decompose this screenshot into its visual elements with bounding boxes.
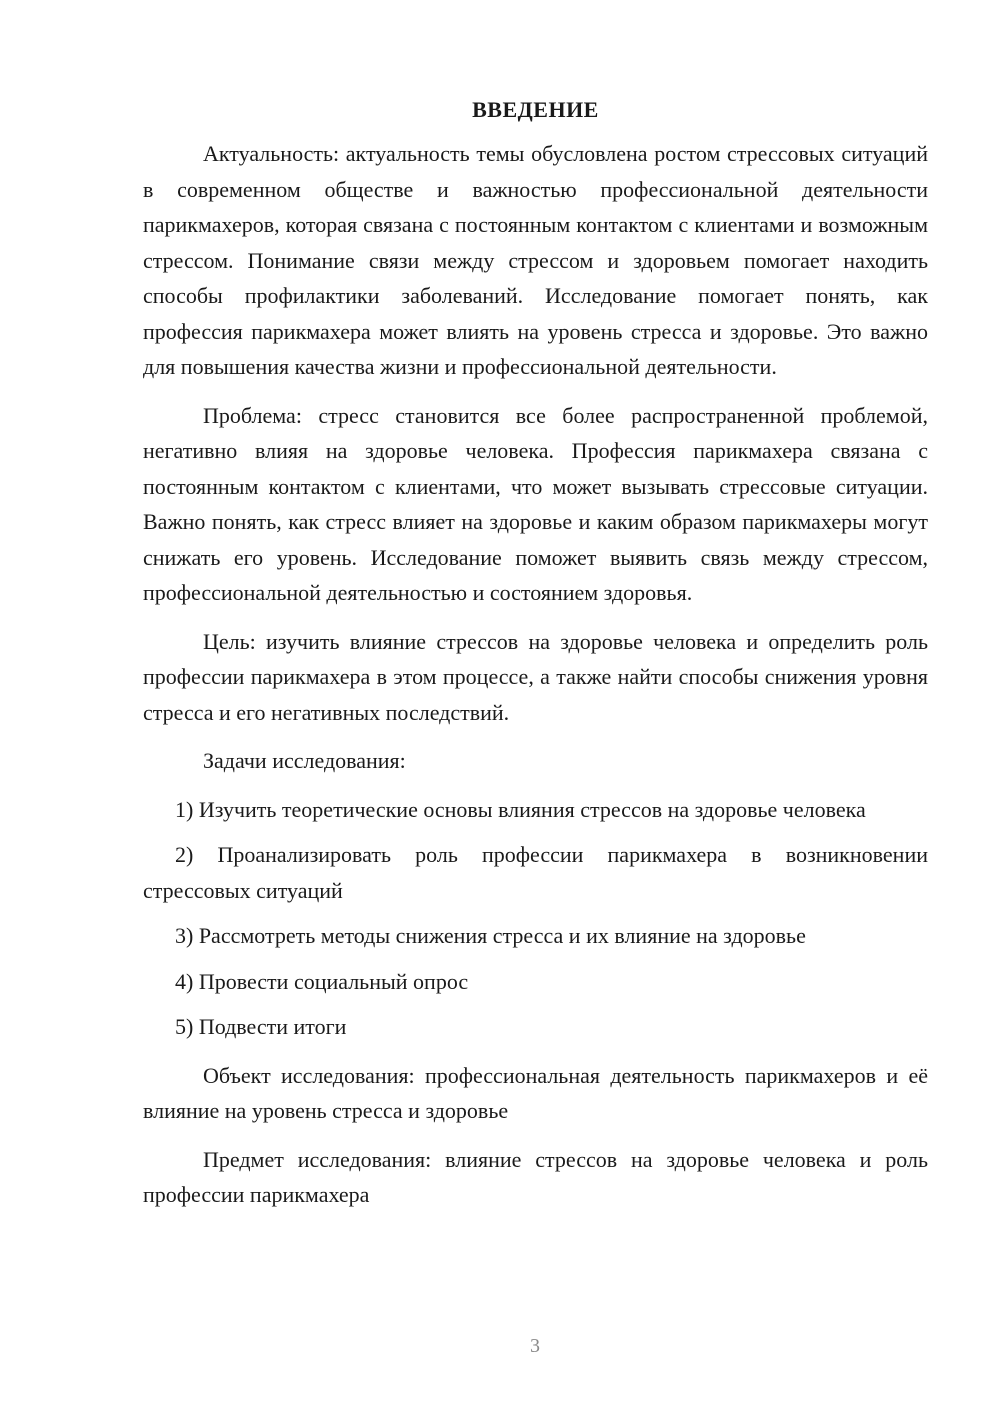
page-title: ВВЕДЕНИЕ [472, 97, 599, 122]
paragraph-subject: Предмет исследования: влияние стрессов на здоровье человека и роль профессии парикмахера [143, 1146, 928, 1207]
task-item-3: 3) Рассмотреть методы снижения стресса и их влияние на здоровье [175, 923, 806, 948]
tasks-heading: Задачи исследования: [203, 748, 406, 773]
paragraph-object: Объект исследования: профессиональная деятельность парикмахеров и её влияние на уровень стресса и здоровье [143, 1062, 928, 1123]
page-content [143, 94, 928, 1223]
task-item-5: 5) Подвести итоги [175, 1014, 347, 1039]
paragraph-relevance: Актуальность: актуальность темы обусловлена ростом стрессовых ситуаций в современном обществе и важностью профессиональной деятельности парикмахеров, которая связана с постоянным контактом с клиентами и возможным стрессом. Понимание связи между стрессом и здоровьем помогает находить способы профилактики заболеваний. Исследование помогает понять, как профессия парикмахера может влиять на уровень стресса и здоровье. Это важно для повышения качества жизни и профессиональной деятельности. [143, 141, 928, 379]
task-item-1: 1) Изучить теоретические основы влияния стрессов на здоровье человека [175, 796, 866, 822]
task-item-2: 2) Проанализировать роль профессии парикмахера в возникновении стрессовых ситуаций [143, 842, 928, 903]
paragraph-goal: Цель: изучить влияние стрессов на здоровье человека и определить роль профессии парикмахера в этом процессе, а также найти способы снижения уровня стресса и его негативных последствий. [143, 628, 928, 725]
task-item-4: 4) Провести социальный опрос [175, 968, 469, 994]
paragraph-problem: Проблема: стресс становится все более распространенной проблемой, негативно влияя на здоровье человека. Профессия парикмахера связана с постоянным контактом с клиентами, что может вызывать стрессовые ситуации. Важно понять, как стресс влияет на здоровье и каким образом парикмахеры могут снижать его уровень. Исследование поможет выявить связь между стрессом, профессиональной деятельностью и состоянием здоровья. [143, 402, 928, 605]
page-number: 3 [530, 1335, 540, 1357]
